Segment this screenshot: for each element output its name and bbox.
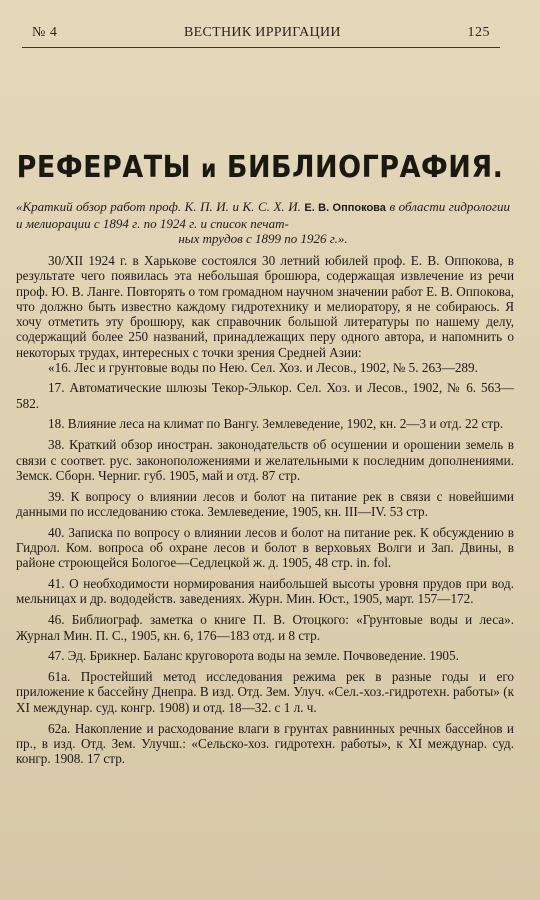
- section-title-part1: РЕФЕРАТЫ: [16, 150, 192, 185]
- bibliography-entry: 61а. Простейший метод исследования режима рек в разные годы и его приложение к бассейну Днепра. В изд. Отд. Зем. Улуч. «Сел.-хоз.-гидротехн. работы» (к XI междунар. суд. конгр. 1908) и отд. 18—32. с 1 л. ч.: [16, 669, 514, 715]
- page-number: 125: [467, 25, 490, 40]
- reference-title-line1: «Краткий обзор работ проф. К. П. И. и К. С. Х. И.: [16, 199, 301, 214]
- bibliography-entry: 18. Влияние леса на климат по Вангу. Землеведение, 1902, кн. 2—3 и отд. 22 стр.: [48, 416, 504, 432]
- running-header: [32, 22, 490, 44]
- intro-paragraph: 30/XII 1924 г. в Харькове состоялся 30 летний юбилей проф. Е. В. Оппокова, в результате чего появилась эта небольшая брошюра, содержащая извлечение из речи проф. Ю. В. Ланге. Повторять о том громадном научном значении работ Е. В. Оппокова, что должно быть известно каждому гидротехнику и мелиоратору, я не собираюсь. Я хочу отметить эту брошюру, как справочник большой литературы по нашему делу, содержащий более 250 названий, принадлежащих перу одного автора, и напомнить о некоторых трудах, интересных с точки зрения Средней Азии:: [16, 253, 514, 360]
- reference-author: Е. В. Оппокова: [304, 202, 386, 214]
- article-body: [16, 253, 514, 772]
- section-title: [0, 150, 520, 185]
- header-rule: [22, 47, 500, 48]
- bibliography-entry: 40. Записка по вопросу о влиянии лесов и болот на питание рек. К обсуждению в Гидрол. Ком. вопроса об охране лесов и болот в верховьях Волги и Зап. Двины, в районе строющейся Бологое—Седлецкой ж. д. 1905, 48 стр. in. fol.: [16, 524, 514, 571]
- bibliography-entry: 38. Краткий обзор иностран. законодательств об осушении и орошении земель в связи с соответ. рус. законоположениями и желательными к последним дополнениями. Земск. Сборн. Черниг. губ. 1905, май и отд. 87 стр.: [16, 437, 514, 483]
- bibliography-entry: 17. Автоматические шлюзы Текор-Элькор. Сел. Хоз. и Лесов., 1902, № 6. 563—582.: [16, 380, 514, 411]
- reference-title-line2: в области гидрологии и мелиорации с 1894 г. по 1924 г. и список печат-: [16, 199, 510, 231]
- section-title-part2: БИБЛИОГРАФИЯ.: [226, 150, 504, 185]
- issue-number: № 4: [32, 25, 58, 40]
- bibliography-entry: 62а. Накопление и расходование влаги в грунтах равнинных речных бассейнов и пр., в изд. Отд. Зем. Улучш.: «Сельско-хоз. гидротехн. работы», к XI междунар. суд. конгр. 1908. 17 стр.: [16, 720, 514, 767]
- bibliography-entry: «16. Лес и грунтовые воды по Нею. Сел. Хоз. и Лесов., 1902, № 5. 263—289.: [48, 360, 478, 376]
- section-title-conj: и: [201, 155, 217, 184]
- bibliography-entry: 41. О необходимости нормирования наибольшей высоты уровня прудов при вод. мельницах и др. вододейств. заведениях. Журн. Мин. Юст., 1905, март. 157—172.: [16, 576, 514, 607]
- bibliography-entry: 46. Библиограф. заметка о книге П. В. Отоцкого: «Грунтовые воды и леса». Журнал Мин. П. С., 1905, кн. 6, 176—183 отд. и 8 стр.: [16, 612, 514, 643]
- journal-title: ВЕСТНИК ИРРИГАЦИИ: [184, 25, 341, 40]
- reference-title-line3: ных трудов с 1899 по 1926 г.».: [178, 231, 348, 246]
- reference-header: [16, 199, 510, 246]
- bibliography-entry: 47. Эд. Брикнер. Баланс круговорота воды на земле. Почвоведение. 1905.: [48, 648, 459, 664]
- bibliography-entry: 39. К вопросу о влиянии лесов и болот на питание рек в связи с новейшими данными по исследованию стока. Землеведение, 1905, кн. III—IV. 53 стр.: [16, 488, 514, 519]
